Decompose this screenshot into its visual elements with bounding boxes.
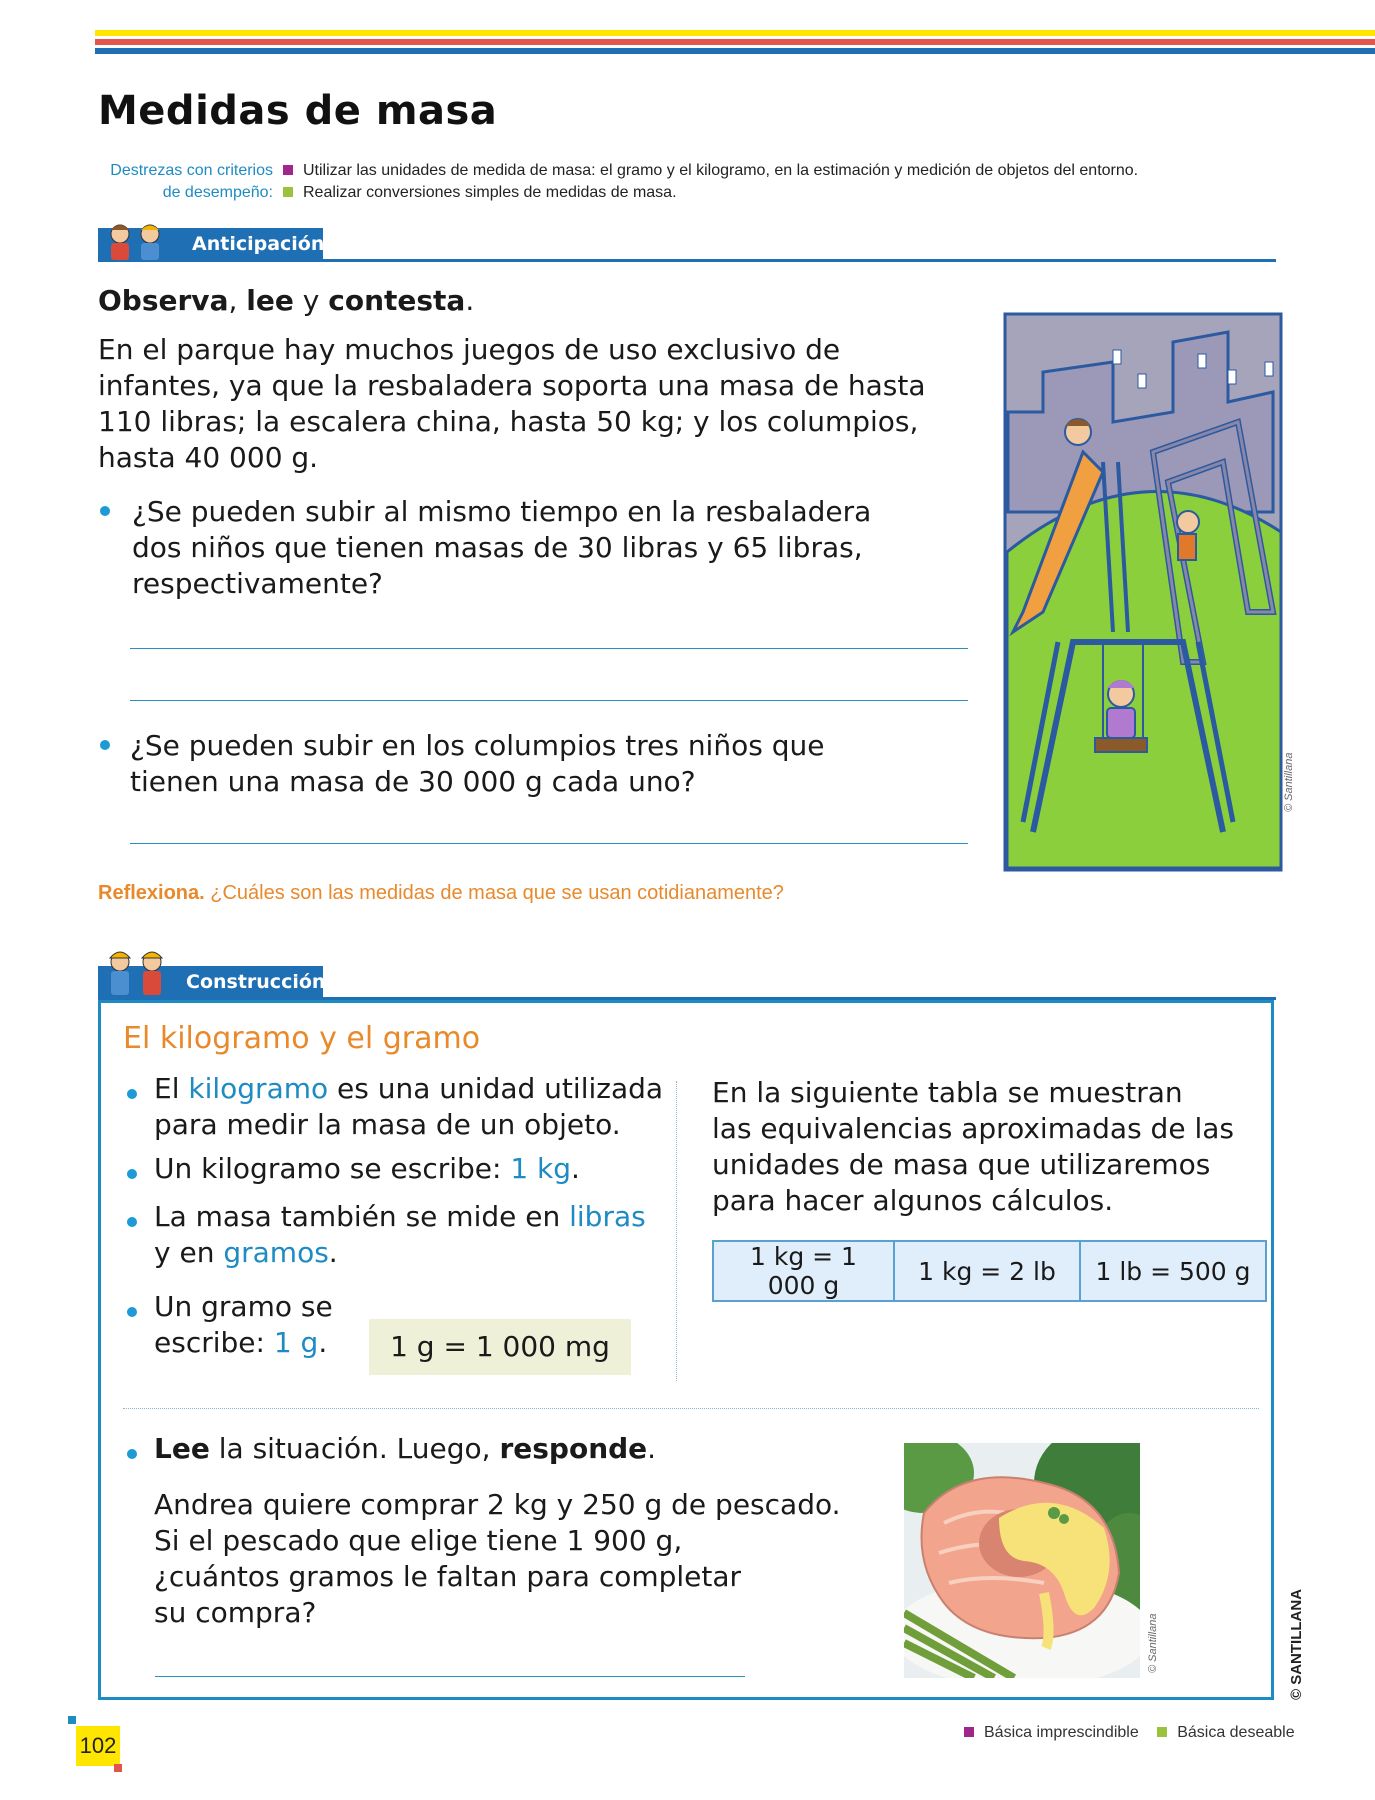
table-row bbox=[713, 1241, 1266, 1301]
children-icon bbox=[102, 220, 174, 262]
question-line: dos niños que tienen masas de 30 libras y 65 libras, bbox=[132, 531, 863, 564]
bullet-libras-gramos bbox=[154, 1199, 646, 1271]
table-cell: 1 kg = 1 000 g bbox=[713, 1241, 894, 1301]
stripe-yellow bbox=[95, 30, 1375, 36]
term: gramos bbox=[223, 1236, 329, 1269]
bullet-icon bbox=[127, 1089, 137, 1099]
bullet-icon bbox=[127, 1449, 137, 1459]
text: escribe: bbox=[154, 1326, 274, 1359]
term: libras bbox=[569, 1200, 646, 1233]
text: Un kilogramo se escribe: bbox=[154, 1152, 511, 1185]
text: . bbox=[328, 1236, 338, 1269]
instr-word: Observa bbox=[98, 284, 229, 317]
section-label: Anticipación bbox=[192, 233, 325, 255]
fish-photo bbox=[904, 1443, 1140, 1678]
problem-line: Andrea quiere comprar 2 kg y 250 g de pescado. bbox=[154, 1488, 841, 1521]
text: y en bbox=[154, 1236, 224, 1269]
magenta-square-icon bbox=[964, 1727, 974, 1737]
stripe-red bbox=[95, 39, 1375, 45]
corner-square-blue bbox=[68, 1716, 76, 1724]
magenta-square-icon bbox=[283, 165, 293, 175]
illustration-credit: © Santillana bbox=[1283, 752, 1295, 812]
problem-line: ¿cuántos gramos le faltan para completar bbox=[154, 1560, 742, 1593]
destreza-item bbox=[283, 160, 1138, 182]
answer-line[interactable] bbox=[155, 1676, 745, 1677]
paragraph-line: hasta 40 000 g. bbox=[98, 441, 319, 474]
destrezas-label bbox=[95, 160, 273, 204]
construccion-header bbox=[98, 966, 1276, 1000]
term: 1 kg bbox=[510, 1152, 572, 1185]
bullet-line: Un gramo se bbox=[154, 1290, 333, 1323]
bullet-icon bbox=[127, 1307, 137, 1317]
paragraph-line: En el parque hay muchos juegos de uso exclusivo de bbox=[98, 333, 841, 366]
row-divider bbox=[123, 1408, 1259, 1409]
anticipacion-header bbox=[98, 228, 1276, 262]
bullet-icon bbox=[100, 506, 110, 516]
table-intro bbox=[712, 1075, 1234, 1219]
instr-sep: y bbox=[293, 284, 329, 317]
instruction bbox=[98, 283, 474, 319]
reflexiona-text: ¿Cuáles son las medidas de masa que se usan cotidianamente? bbox=[204, 882, 784, 904]
intro-line: unidades de masa que utilizaremos bbox=[712, 1148, 1211, 1181]
publisher-credit: © SANTILLANA bbox=[1288, 1588, 1305, 1700]
instr-text: la situación. Luego, bbox=[209, 1432, 500, 1465]
problem-line: Si el pescado que elige tiene 1 900 g, bbox=[154, 1524, 683, 1557]
playground-illustration bbox=[1003, 312, 1283, 872]
text: es una unidad utilizada bbox=[328, 1072, 664, 1105]
intro-line: En la siguiente tabla se muestran bbox=[712, 1076, 1183, 1109]
answer-line[interactable] bbox=[130, 648, 968, 649]
question-line: ¿Se pueden subir en los columpios tres niños que bbox=[130, 729, 825, 762]
intro-line: las equivalencias aproximadas de las bbox=[712, 1112, 1234, 1145]
term: 1 g bbox=[273, 1326, 319, 1359]
destreza-text: Realizar conversiones simples de medidas de masa. bbox=[303, 184, 677, 201]
problem-line: su compra? bbox=[154, 1596, 317, 1629]
reflexiona bbox=[98, 882, 784, 905]
question-line: ¿Se pueden subir al mismo tiempo en la resbaladera bbox=[132, 495, 872, 528]
question-2 bbox=[130, 728, 824, 800]
question-line: tienen una masa de 30 000 g cada uno? bbox=[130, 765, 696, 798]
instr-end: . bbox=[647, 1432, 657, 1465]
exercise-instruction bbox=[154, 1431, 656, 1467]
instr-word: responde bbox=[499, 1432, 648, 1465]
instr-word: contesta bbox=[328, 284, 466, 317]
paragraph-line: infantes, ya que la resbaladera soporta una masa de hasta bbox=[98, 369, 926, 402]
destreza-text: Utilizar las unidades de medida de masa: el gramo y el kilogramo, en la estimación y medición de objetos del entorno. bbox=[303, 162, 1139, 179]
bullet-kilogramo bbox=[154, 1071, 663, 1143]
section-badge bbox=[98, 228, 323, 260]
header-stripes bbox=[95, 30, 1375, 57]
destrezas-label-line2: de desempeño: bbox=[162, 184, 273, 201]
intro-paragraph bbox=[98, 332, 925, 476]
bullet-line: para medir la masa de un objeto. bbox=[154, 1108, 621, 1141]
bullet-gramo-symbol bbox=[154, 1289, 333, 1361]
term: kilogramo bbox=[188, 1072, 329, 1105]
intro-line: para hacer algunos cálculos. bbox=[712, 1184, 1114, 1217]
bullet-line bbox=[154, 1235, 646, 1271]
page-number: 102 bbox=[76, 1726, 120, 1766]
bullet-line bbox=[154, 1071, 663, 1107]
text: El bbox=[154, 1072, 189, 1105]
box-title: El kilogramo y el gramo bbox=[123, 1021, 481, 1056]
equivalence-table bbox=[712, 1240, 1267, 1302]
instr-sep: , bbox=[228, 284, 247, 317]
paragraph-line: 110 libras; la escalera china, hasta 50 kg; y los columpios, bbox=[98, 405, 919, 438]
answer-line[interactable] bbox=[130, 843, 968, 844]
question-1 bbox=[132, 494, 871, 602]
bullet-line bbox=[154, 1199, 646, 1235]
destreza-item bbox=[283, 182, 1138, 204]
instr-word: Lee bbox=[154, 1432, 210, 1465]
destrezas-list bbox=[283, 160, 1138, 204]
text: La masa también se mide en bbox=[154, 1200, 570, 1233]
section-badge bbox=[98, 966, 326, 998]
green-square-icon bbox=[1157, 1727, 1167, 1737]
bullet-kg-symbol bbox=[154, 1151, 580, 1187]
legend-label: Básica deseable bbox=[1177, 1724, 1295, 1741]
bullet-icon bbox=[100, 740, 110, 750]
stripe-blue bbox=[95, 48, 1375, 54]
exercise-problem bbox=[154, 1487, 841, 1631]
builders-icon bbox=[102, 944, 174, 998]
legend bbox=[964, 1724, 1295, 1742]
bullet-line bbox=[154, 1325, 333, 1361]
page-title: Medidas de masa bbox=[98, 88, 498, 134]
corner-square-red bbox=[114, 1764, 122, 1772]
section-label: Construcción bbox=[186, 971, 326, 993]
instr-end: . bbox=[465, 284, 475, 317]
bullet-icon bbox=[127, 1217, 137, 1227]
text: . bbox=[571, 1152, 580, 1185]
destrezas-label-line1: Destrezas con criterios bbox=[110, 162, 273, 179]
instr-word: lee bbox=[246, 284, 294, 317]
legend-label: Básica imprescindible bbox=[984, 1724, 1139, 1741]
reflexiona-label: Reflexiona. bbox=[98, 882, 205, 904]
table-cell: 1 lb = 500 g bbox=[1080, 1241, 1266, 1301]
answer-line[interactable] bbox=[130, 700, 968, 701]
text: . bbox=[318, 1326, 328, 1359]
column-divider bbox=[676, 1081, 677, 1381]
construccion-box bbox=[98, 1000, 1274, 1700]
table-cell: 1 kg = 2 lb bbox=[894, 1241, 1080, 1301]
bullet-icon bbox=[127, 1169, 137, 1179]
question-line: respectivamente? bbox=[132, 567, 383, 600]
photo-credit: © Santillana bbox=[1147, 1613, 1159, 1673]
green-square-icon bbox=[283, 187, 293, 197]
mg-equivalence-box: 1 g = 1 000 mg bbox=[369, 1319, 631, 1375]
